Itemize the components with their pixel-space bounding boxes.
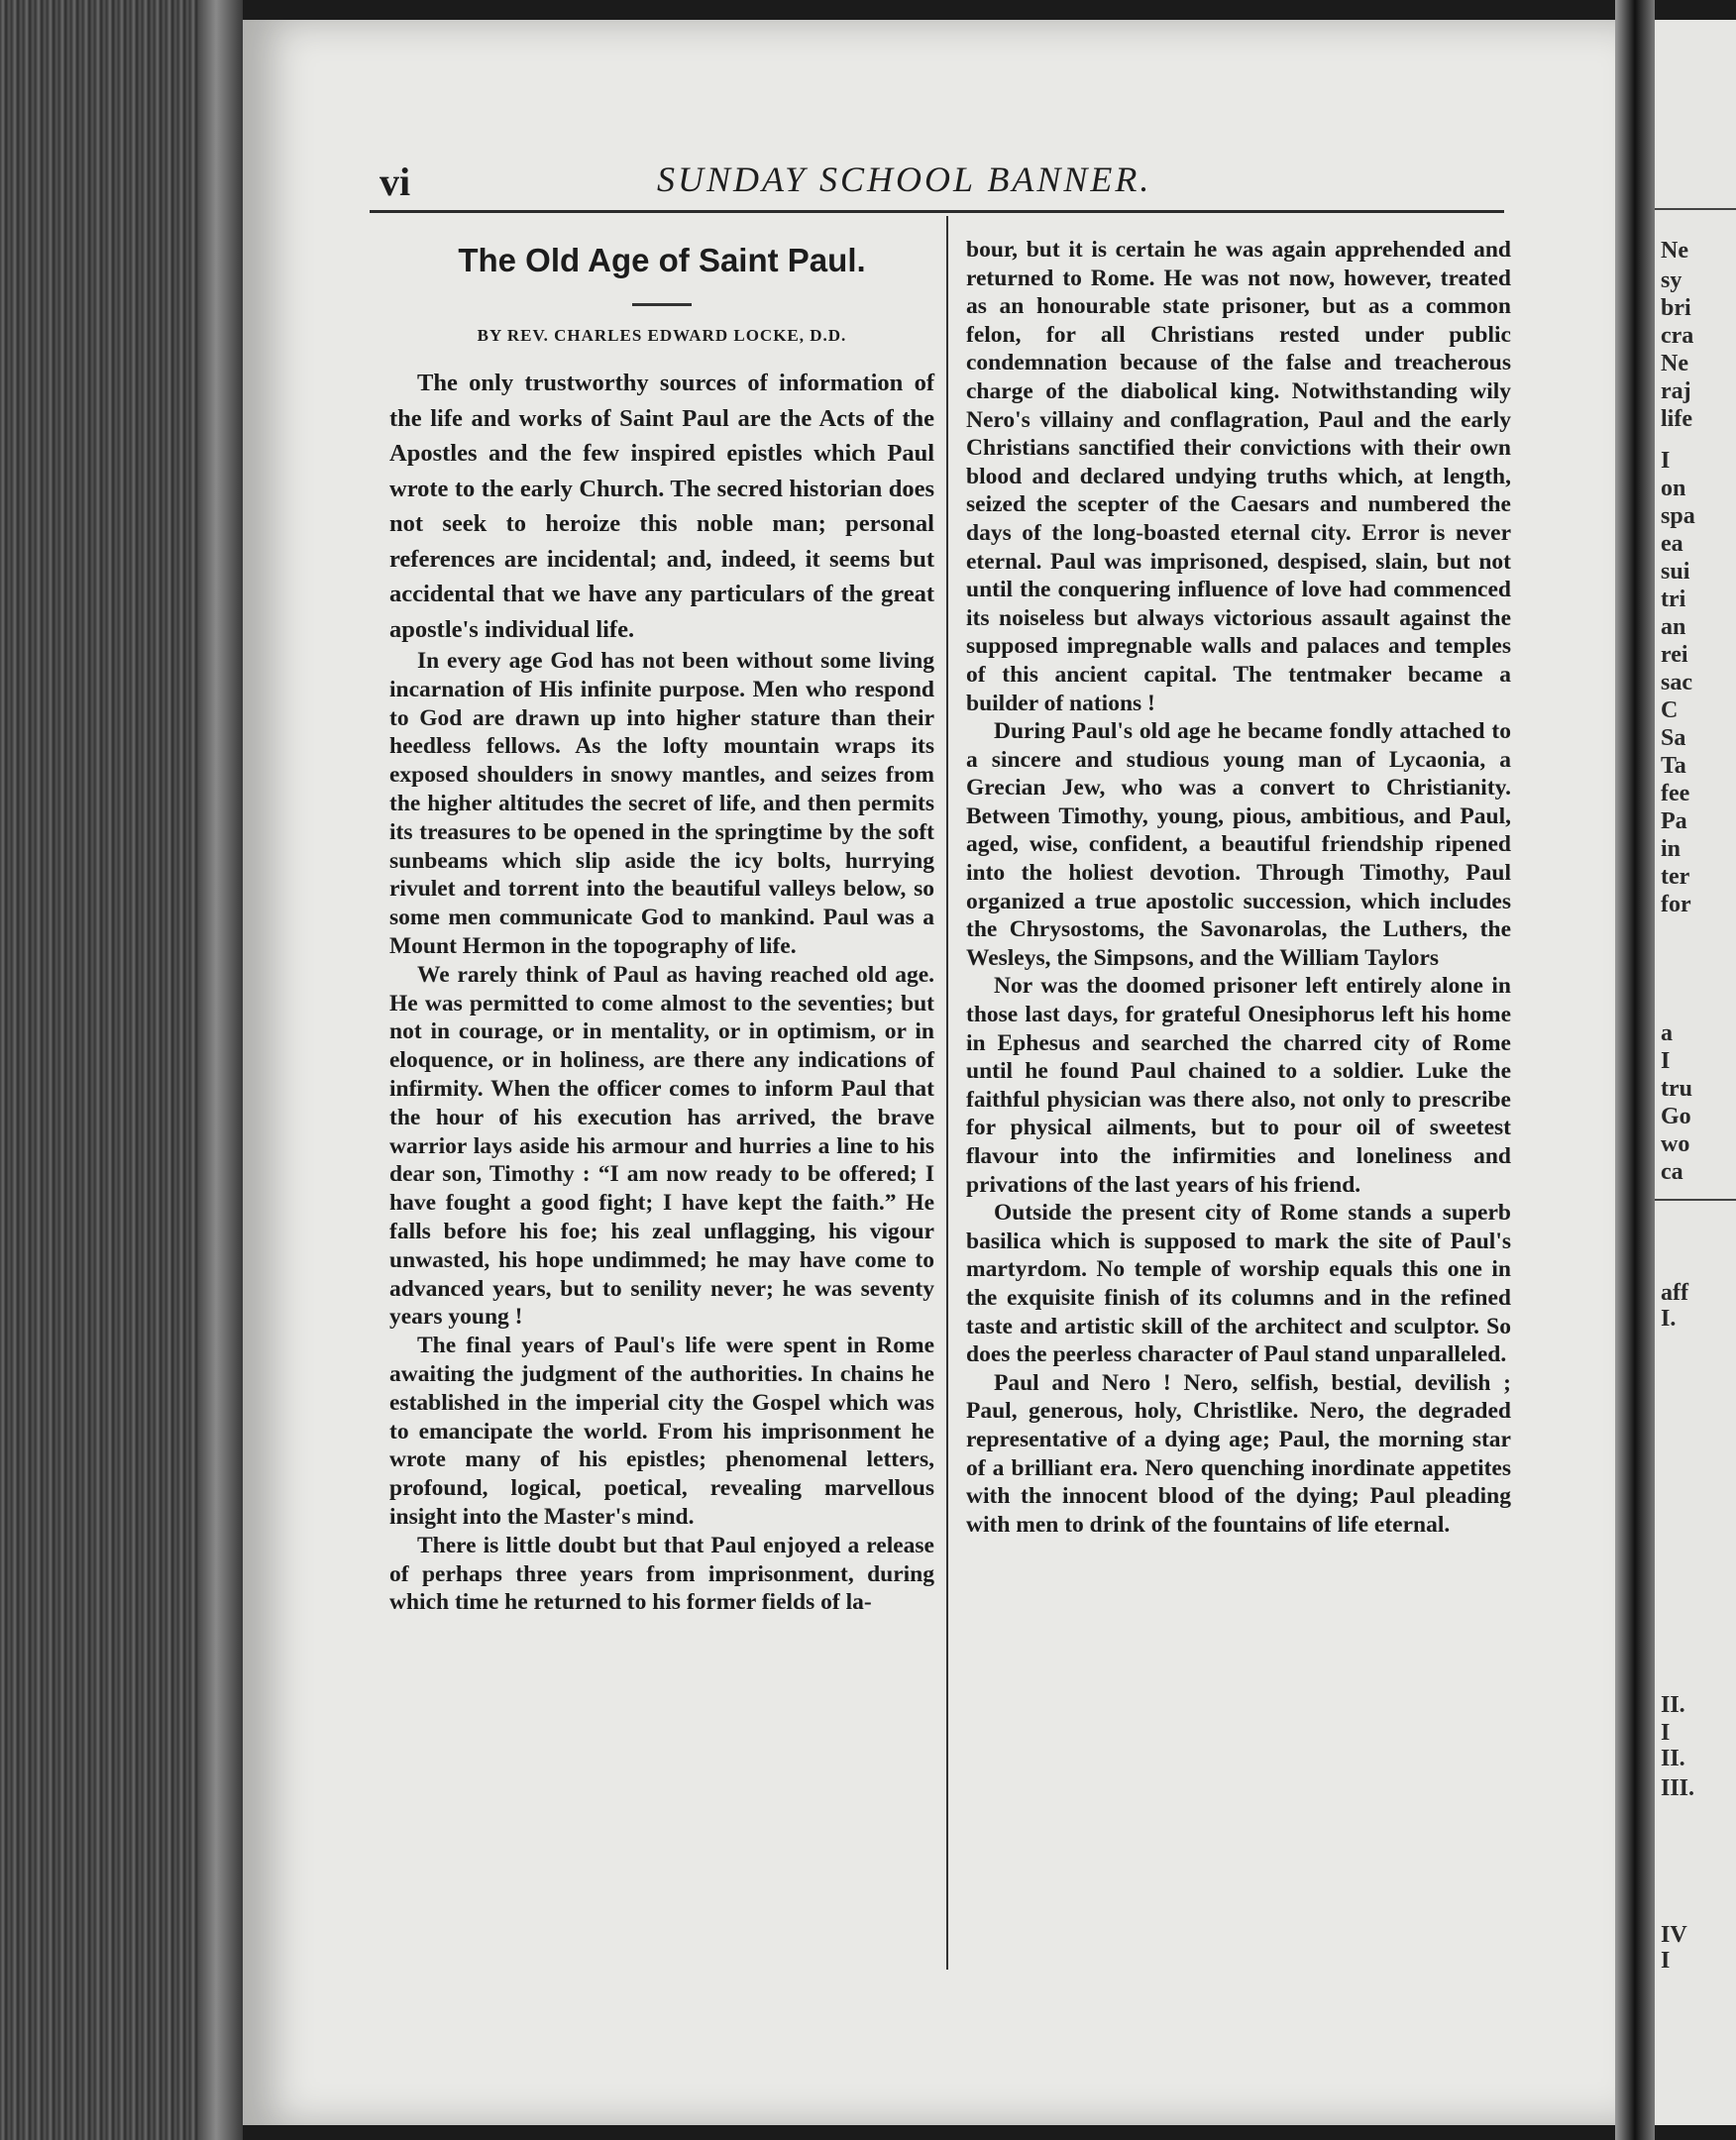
adjacent-page-fragment: ter (1661, 864, 1690, 890)
paragraph: Outside the present city of Rome stands a superb basilica which is supposed to mark the site of Paul's martyrdom. No temple of worship equals this one in the exquisite finish of its columns and in the refined taste and artistic skill of the architect and sculptor. So does the peerless character of Paul stand unparalleled. (966, 1200, 1511, 1368)
book-gutter (1615, 0, 1655, 2140)
adjacent-page-fragment: raj (1661, 378, 1691, 404)
adjacent-page-fragment: II. (1661, 1746, 1685, 1771)
adjacent-page-fragment: Ta (1661, 753, 1686, 779)
adjacent-page-fragment: I (1661, 1720, 1671, 1746)
paragraph: Paul and Nero ! Nero, selfish, bestial, devilish ; Paul, generous, holy, Christlike. Nero, the degraded representative of a dying age; Paul, the morning star of a brilliant era. Nero quenching inordinate appetites with the innocent blood of the dying; Paul pleading with men to drink of the fountains of life eternal. (966, 1369, 1511, 1538)
adjacent-page-fragment: aff (1661, 1280, 1688, 1306)
paragraph: The final years of Paul's life were spent in Rome awaiting the judgment of the authorities. In chains he established in the imperial city the Gospel which was to emancipate the world. From his imprisonment he wrote many of his epistles; phenomenal letters, profound, logical, poetical, revealing marvellous insight into the Master's mind. (389, 1333, 934, 1530)
adjacent-page-fragment: life (1661, 406, 1692, 432)
adjacent-page-fragment: sy (1661, 268, 1682, 293)
header-rule (370, 210, 1504, 213)
adjacent-page-fragment: wo (1661, 1131, 1690, 1157)
page-header (370, 154, 1504, 213)
adjacent-page-fragment: for (1661, 892, 1691, 917)
adjacent-header-rule (1655, 208, 1736, 210)
running-title: SUNDAY SCHOOL BANNER. (657, 160, 1152, 199)
adjacent-page-fragment: I (1661, 1048, 1671, 1074)
adjacent-page-fragment: sac (1661, 670, 1692, 696)
adjacent-page-fragment: sui (1661, 559, 1690, 585)
adjacent-page-fragment: a (1661, 1020, 1673, 1046)
adjacent-page-fragment: on (1661, 476, 1686, 501)
paragraph: Nor was the doomed prisoner left entirely alone in those last days, for grateful Onesiphorus left his home in Ephesus and searched the charred city of Rome until he found Paul chained to a soldier. Luke the faithful physician was there also, not only to prescribe for physical ailments, but to pour oil of sweetest flavour into the infirmities and loneliness and privations of the last years of his friend. (966, 973, 1511, 1198)
adjacent-page-fragment: cra (1661, 323, 1694, 349)
adjacent-page-fragment: tri (1661, 587, 1686, 612)
adjacent-page-fragment: I (1661, 1948, 1671, 1974)
paragraph: In every age God has not been without some living incarnation of His infinite purpose. Men who respond to God are drawn up into higher stature than their heedless fellows. As the lofty mountain wraps its exposed shoulders in snowy mantles, and seizes from the higher altitudes the secret of life, and then permits its treasures to be opened in the springtime by the soft sunbeams which slip aside the icy bolts, hurrying rivulet and torrent into the beautiful valleys below, so some men communicate God to mankind. Paul was a Mount Hermon in the topography of life. (389, 648, 934, 959)
paragraph: During Paul's old age he became fondly attached to a sincere and studious young man of Lycaonia, a Grecian Jew, who was a convert to Christianity. Between Timothy, young, pious, ambitious, and Paul, aged, wise, confident, a beautiful friendship ripened into the holiest devotion. Through Timothy, Paul organized a true apostolic succession, which includes the Chrysostoms, the Savonarolas, the Luthers, the Wesleys, the Simpsons, and the William Taylors (966, 718, 1511, 971)
adjacent-section-rule (1655, 1199, 1736, 1201)
paragraph: The only trustworthy sources of information of the life and works of Saint Paul are the Acts of the Apostles and the few inspired epistles which Paul wrote to the early Church. The secred historian does not seek to heroize this noble man; personal references are incidental; and, indeed, it seems but accidental that we have any particulars of the great apostle's individual life. (389, 370, 934, 643)
adjacent-page-fragment: an (1661, 614, 1686, 640)
adjacent-page-fragment: Sa (1661, 725, 1686, 751)
adjacent-page-fragment: tru (1661, 1076, 1692, 1102)
adjacent-page-fragment: Ne (1661, 351, 1688, 376)
adjacent-page-fragment: in (1661, 836, 1682, 862)
adjacent-page-fragment: ca (1661, 1159, 1683, 1185)
adjacent-page-fragment: I (1661, 448, 1671, 474)
adjacent-page-fragment: rei (1661, 642, 1688, 668)
article-title: The Old Age of Saint Paul. (458, 242, 866, 278)
title-rule (632, 303, 692, 306)
adjacent-page-fragment: II. (1661, 1692, 1685, 1718)
paragraph: There is little doubt but that Paul enjoyed a release of perhaps three years from imprisonment, during which time he returned to his former fields of la- (389, 1532, 934, 1616)
article-byline: BY REV. CHARLES EDWARD LOCKE, D.D. (477, 326, 847, 345)
adjacent-page-fragment: Ne (1661, 238, 1688, 264)
adjacent-page-fragment: spa (1661, 503, 1695, 529)
adjacent-page-fragment: III. (1661, 1775, 1695, 1801)
adjacent-page-fragment: IV (1661, 1922, 1687, 1948)
book-binding-shadow (198, 0, 243, 2140)
adjacent-page-fragment: Go (1661, 1104, 1691, 1129)
adjacent-page-fragment: Pa (1661, 808, 1687, 834)
page-number: vi (380, 160, 411, 204)
left-column (389, 238, 934, 1617)
adjacent-page-fragment: C (1661, 697, 1679, 723)
adjacent-page-fragment: fee (1661, 781, 1690, 806)
adjacent-page-fragment: I. (1661, 1306, 1677, 1332)
adjacent-page-edge (1655, 20, 1736, 2125)
paragraph-continued: bour, but it is certain he was again apprehended and returned to Rome. He was not now, however, treated as an honourable state prisoner, but as a common felon, for all Christians rested under public condemnation because of the false and treacherous charge of the diabolical king. Notwithstanding wily Nero's villainy and conflagration, Paul and the early Christians sanctified their convictions with their own blood and declared undying truths which, at length, seized the scepter of the Caesars and numbered the days of the long-boasted eternal city. Error is never eternal. Paul was imprisoned, despised, slain, but not until the conquering influence of love had commenced its noiseless but always victorious assault against the supposed impregnable walls and palaces and temples of this ancient capital. The tentmaker became a builder of nations ! (966, 237, 1511, 716)
column-divider (946, 216, 948, 1970)
paragraph: We rarely think of Paul as having reached old age. He was permitted to come almost to the seventies; but not in courage, or in mentality, or in optimism, or in eloquence, or in holiness, are there any indications of infirmity. When the officer comes to inform Paul that the hour of his execution has arrived, the brave warrior lays aside his armour and hurries a line to his dear son, Timothy : “I am now ready to be offered; I have fought a good fight; I have kept the faith.” He falls before his foe; his zeal unflagging, his vigour unwasted, his hope undimmed; he may have come to advanced years, but to senility never; he was seventy years young ! (389, 961, 934, 1331)
adjacent-page-fragment: bri (1661, 295, 1691, 321)
right-column (966, 236, 1511, 1539)
adjacent-page-fragment: ea (1661, 531, 1683, 557)
